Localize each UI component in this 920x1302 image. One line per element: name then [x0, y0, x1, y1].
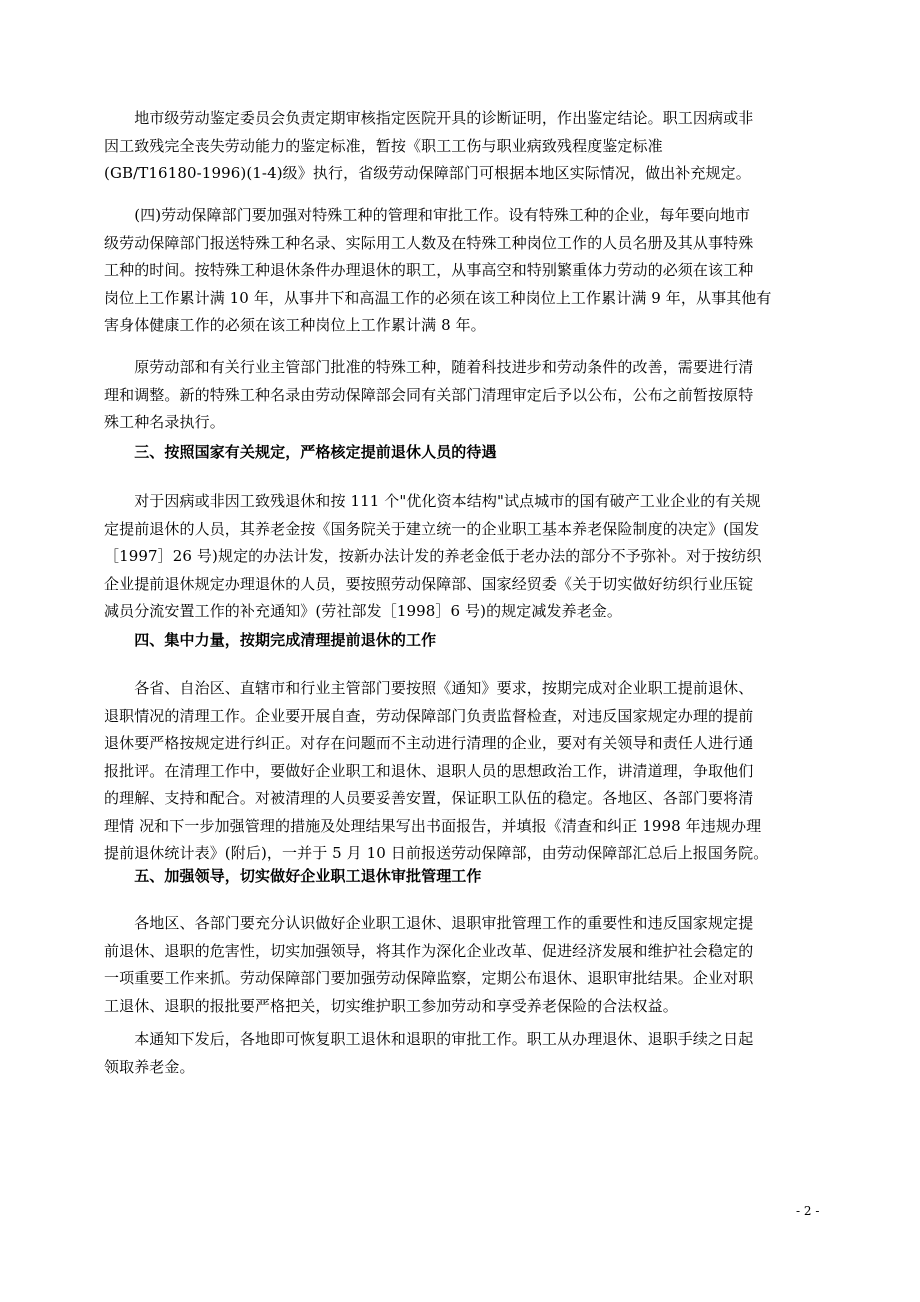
section-heading-4: [104, 627, 824, 655]
text-line: 定提前退休的人员，其养老金按《国务院关于建立统一的企业职工基本养老保险制度的决定》(国发: [104, 519, 760, 538]
text-line: (GB/T16180-1996)(1-4)级》执行，省级劳动保障部门可根据本地区实际情况，做出补充规定。: [104, 164, 751, 182]
section-heading-text: 三、按照国家有关规定，严格核定提前退休人员的待遇: [104, 443, 497, 461]
text-line: 报批评。在清理工作中，要做好企业职工和退休、退职人员的思想政治工作，讲清道理，争取他们: [104, 761, 754, 780]
text-line: ［1997］26 号)规定的办法计发，按新办法计发的养老金低于老办法的部分不予弥补。对于按纺织: [104, 547, 762, 565]
paragraph-closing: [104, 1026, 824, 1081]
paragraph-special-work-types: [104, 202, 824, 340]
text-line: 因工致残完全丧失劳动能力的鉴定标准，暂按《职工工伤与职业病致残程度鉴定标准: [104, 136, 663, 155]
text-line: 原劳动部和有关行业主管部门批准的特殊工种，随着科技进步和劳动条件的改善，需要进行清: [104, 358, 754, 376]
section-heading-text: 四、集中力量，按期完成清理提前退休的工作: [104, 631, 437, 649]
text-line: 前退休、退职的危害性，切实加强领导，将其作为深化企业改革、促进经济发展和维护社会稳定的: [104, 941, 754, 960]
text-line: 领取养老金。: [104, 1057, 195, 1076]
text-line: 的理解、支持和配合。对被清理的人员要妥善安置，保证职工队伍的稳定。各地区、各部门要将清: [104, 789, 754, 807]
text-line: 各地区、各部门要充分认识做好企业职工退休、退职审批管理工作的重要性和违反国家规定提: [104, 914, 754, 932]
text-line: 理情 况和下一步加强管理的措施及处理结果写出书面报告，并填报《清查和纠正 1998 年违规办理: [104, 816, 762, 835]
text-line: 理和调整。新的特殊工种名录由劳动保障部会同有关部门清理审定后予以公布，公布之前暂按原特: [104, 385, 754, 404]
text-line: 殊工种名录执行。: [104, 413, 225, 431]
text-line: 减员分流安置工作的补充通知》(劳社部发［1998］6 号)的规定减发养老金。: [104, 602, 622, 620]
text-line: 地市级劳动鉴定委员会负责定期审核指定医院开具的诊断证明，作出鉴定结论。职工因病或非: [104, 109, 754, 127]
paragraph-special-work-cleanup: [104, 354, 824, 437]
text-line: 对于因病或非因工致残退休和按 111 个"优化资本结构"试点城市的国有破产工业企业的有关规: [104, 492, 761, 510]
section-heading-3: [104, 439, 824, 467]
text-line: 级劳动保障部门报送特殊工种名录、实际用工人数及在特殊工种岗位工作的人员名册及其从事特殊: [104, 233, 754, 252]
text-line: 岗位上工作累计满 10 年，从事井下和高温工作的必须在该工种岗位上工作累计满 9 年，从事其他有: [104, 288, 772, 307]
text-line: 退职情况的清理工作。企业要开展自查，劳动保障部门负责监督检查，对违反国家规定办理的提前: [104, 706, 754, 725]
text-line: 企业提前退休规定办理退休的人员，要按照劳动保障部、国家经贸委《关于切实做好纺织行业压锭: [104, 574, 754, 593]
text-line: 各省、自治区、直辖市和行业主管部门要按照《通知》要求，按期完成对企业职工提前退休、: [104, 679, 754, 697]
text-line: (四)劳动保障部门要加强对特殊工种的管理和审批工作。设有特殊工种的企业，每年要向地市: [104, 206, 751, 224]
text-line: 本通知下发后，各地即可恢复职工退休和退职的审批工作。职工从办理退休、退职手续之日起: [104, 1030, 754, 1048]
page-number: - 2 -: [796, 1204, 820, 1218]
paragraph-retirement-benefits: [104, 488, 824, 626]
text-line: 一项重要工作来抓。劳动保障部门要加强劳动保障监察，定期公布退休、退职审批结果。企业对职: [104, 969, 754, 987]
paragraph-appraisal-standard: [104, 105, 824, 188]
paragraph-cleanup-work: [104, 675, 824, 868]
text-line: 提前退休统计表》(附后)，一并于 5 月 10 日前报送劳动保障部，由劳动保障部汇总后上报国务院。: [104, 844, 769, 862]
paragraph-leadership: [104, 910, 824, 1020]
section-heading-text: 五、加强领导，切实做好企业职工退休审批管理工作: [104, 867, 482, 885]
text-line: 退休要严格按规定进行纠正。对存在问题而不主动进行清理的企业，要对有关领导和责任人进行通: [104, 734, 754, 752]
text-line: 害身体健康工作的必须在该工种岗位上工作累计满 8 年。: [104, 316, 486, 334]
text-line: 工退休、退职的报批要严格把关，切实维护职工参加劳动和享受养老保险的合法权益。: [104, 996, 678, 1015]
section-heading-5: [104, 863, 824, 891]
text-line: 工种的时间。按特殊工种退休条件办理退休的职工，从事高空和特别繁重体力劳动的必须在该工种: [104, 261, 754, 279]
